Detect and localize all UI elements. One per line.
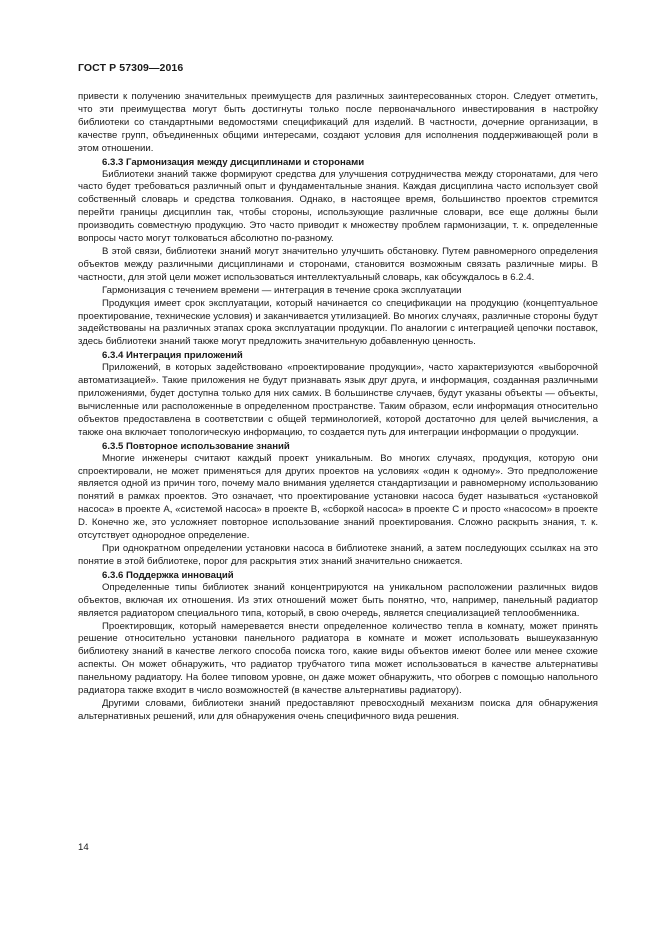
paragraph-continuation: привести к получению значительных преимуществ для различных заинтересованных сторон. Следует отметить, что эти преимущества могут быть достигнуты только после первоначального инвестирования в настройку библиотеки со стандартными ведомостями спецификаций для изделий. В частности, дочерние организации, в качестве групп, объединенных общими интересами, создают условия для исполнения поддерживающей роли в этом отношении.	[78, 91, 598, 154]
paragraph: При однократном определении установки насоса в библиотеке знаний, а затем последующих ссылках на это понятие в этой библиотеке, порог для раскрытия этих знаний значительно снижается.	[78, 543, 598, 567]
paragraph: Приложений, в которых задействовано «проектирование продукции», часто характеризуются «выборочной автоматизацией». Такие приложения не будут признавать язык друг друга, и информация, созданная различными приложениями, будет доступна только для них самих. В большинстве случаев, будут указаны объекты — объекты, вычисленные или расположенные в определенном пространстве. Таким образом, если информация относительно объектов предоставлена в соответствии с общей терминологией, которой достаточно для целей вычисления, а также она включает топологическую информацию, то создается путь для интеграции информации о продукции.	[78, 362, 598, 438]
paragraph: Продукция имеет срок эксплуатации, который начинается со спецификации на продукцию (концептуальное проектирование, технические условия) и заканчивается утилизацией. Во многих случаях, различные стороны будут задействованы на различных этапах срока эксплуатации продукции. По аналогии с интеграцией цепочки поставок, здесь библиотеки знаний также могут предложить значительную добавленную ценность.	[78, 297, 598, 348]
section-heading-6-3-5: 6.3.5 Повторное использование знаний	[102, 440, 290, 452]
paragraph: Библиотеки знаний также формируют средства для улучшения сотрудничества между сторонатами, для чего часто будет требоваться различный опыт и фундаментальные знания. Каждая дисциплина часто использует свой собственный словарь и средства толкования. Однако, в настоящее время, большинство проектов стремится перейти границы дисциплин так, чтобы стороны, использующие различные словари, все еще должны были производить совместную продукцию. Это часто приводит к множеству проблем гармонизации, т. к. определенные вопросы часто могут толковаться абсолютно по-разному.	[78, 168, 598, 245]
document-body	[78, 91, 598, 724]
section-heading-6-3-6: 6.3.6 Поддержка инноваций	[102, 569, 234, 581]
section-heading-6-3-4: 6.3.4 Интеграция приложений	[102, 350, 243, 362]
paragraph: Другими словами, библиотеки знаний предоставляют превосходный механизм поиска для обнаружения альтернативных решений, или для обнаружения очень специфичного вида решения.	[78, 697, 598, 722]
paragraph-subtitle: Гармонизация с течением времени — интеграция в течение срока эксплуатации	[102, 284, 462, 296]
document-page	[78, 62, 598, 724]
paragraph: В этой связи, библиотеки знаний могут значительно улучшить обстановку. Путем равномерного определения объектов между различными дисциплинами и сторонами, становится возможным связать различные миры. В частности, для этой цели может использоваться интеллектуальный словарь, как обсуждалось в 6.2.4.	[78, 245, 598, 283]
section-heading-6-3-3: 6.3.3 Гармонизация между дисциплинами и сторонами	[102, 156, 365, 168]
standard-title: ГОСТ Р 57309—2016	[78, 62, 184, 74]
paragraph: Проектировщик, который намеревается внести определенное количество тепла в комнату, может принять решение относительно установки панельного радиатора в комнате и может использовать вышеуказанную библиотеку знаний в качестве легкого способа поиска того, какие виды объектов имеют более или менее схожие аспекты. Он может обнаружить, что радиатор трубчатого типа может использоваться в качестве альтернативы панельному радиатору. На более типовом уровне, он даже может обнаружить, что обогрев с помощью напольного радиатора также входит в число возможностей (в качестве альтернативы радиатору).	[78, 620, 598, 697]
page-number: 14	[78, 842, 89, 853]
paragraph: Многие инженеры считают каждый проект уникальным. Во многих случаях, продукция, которую они спроектировали, не может применяться для других проектов на условиях «один к одному». Это предположение является одной из причин того, почему мало внимания уделяется стандартизации и равномерному использованию понятий в рамках проектов. Это означает, что проектирование установки насоса будет называться «установкой насоса» в проекте А, «системой насоса» в проекте В, «сборкой насоса» в проекте С и просто «насосом» в проекте D. Конечно же, это усложняет повторное использование знаний проектирования. Сложно раскрыть знания, т. к. отсутствует однородное определение.	[78, 452, 598, 542]
paragraph: Определенные типы библиотек знаний концентрируются на уникальном расположении различных видов объектов, включая их отношения. Из этих отношений может быть понятно, что, например, панельный радиатор является радиатором специального типа, который, в свою очередь, является специализацией теплообменника.	[78, 581, 598, 619]
